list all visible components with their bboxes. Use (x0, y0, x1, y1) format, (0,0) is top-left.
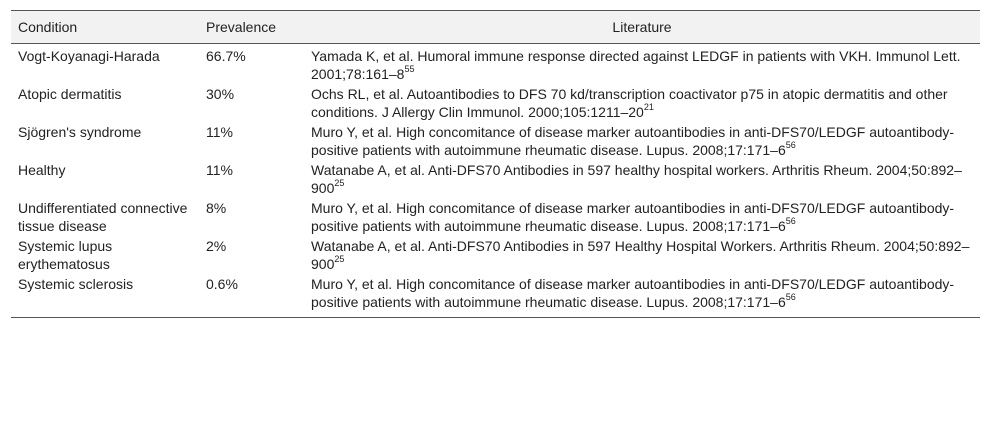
cell-prevalence: 30% (206, 86, 235, 102)
literature-text: Muro Y, et al. High concomitance of disease marker autoantibodies in anti-DFS70/LEDGF autoantibody-positive patients with autoimmune rheumatic disease. Lupus. 2008;17:171–6 (311, 276, 955, 310)
cell-condition: Systemic lupus erythematosus (18, 238, 113, 272)
cell-prevalence: 2% (206, 238, 227, 254)
reference-number[interactable]: 56 (785, 216, 796, 227)
header-row (11, 11, 980, 44)
literature-text: Ochs RL, et al. Autoantibodies to DFS 70 kd/transcription coactivator p75 in atopic dermatitis and other conditions. J Allergy Clin Immunol. 2000;105:1211–20 (311, 86, 948, 120)
table-row (11, 198, 980, 236)
literature-text: Muro Y, et al. High concomitance of disease marker autoantibodies in anti-DFS70/LEDGF autoantibody-positive patients with autoimmune rheumatic disease. Lupus. 2008;17:171–6 (311, 200, 955, 234)
cell-prevalence: 0.6% (199, 274, 304, 318)
table-row (11, 274, 980, 318)
prevalence-table (11, 10, 980, 318)
cell-prevalence: 11% (206, 162, 233, 178)
reference-number[interactable]: 25 (334, 178, 345, 189)
reference-number[interactable]: 21 (643, 102, 654, 113)
cell-literature (304, 274, 980, 318)
cell-condition: Atopic dermatitis (18, 86, 122, 102)
cell-prevalence: 11% (206, 124, 233, 140)
table-container (11, 10, 980, 318)
table-row (11, 236, 980, 274)
cell-literature (304, 236, 980, 274)
header-condition: Condition (11, 11, 199, 44)
literature-text: Watanabe A, et al. Anti-DFS70 Antibodies in 597 healthy hospital workers. Arthritis Rheum. 2004;50:892–900 (311, 162, 962, 196)
literature-text: Watanabe A, et al. Anti-DFS70 Antibodies in 597 Healthy Hospital Workers. Arthritis Rheum. 2004;50:892–900 (311, 238, 970, 272)
reference-number[interactable]: 25 (334, 254, 345, 265)
literature-text: Muro Y, et al. High concomitance of disease marker autoantibodies in anti-DFS70/LEDGF autoantibody-positive patients with autoimmune rheumatic disease. Lupus. 2008;17:171–6 (311, 124, 955, 158)
cell-condition: Systemic sclerosis (11, 274, 199, 318)
table-row (11, 160, 980, 198)
cell-condition: Vogt-Koyanagi-Harada (18, 48, 160, 64)
table-header (11, 11, 980, 44)
cell-literature (304, 84, 980, 122)
reference-number[interactable]: 56 (785, 140, 796, 151)
cell-literature (304, 122, 980, 160)
table-row (11, 122, 980, 160)
literature-text: Yamada K, et al. Humoral immune response directed against LEDGF in patients with VKH. Immunol Lett. 2001;78:161–8 (311, 48, 961, 82)
table-row (11, 44, 980, 85)
reference-number[interactable]: 55 (404, 64, 415, 75)
reference-number[interactable]: 56 (785, 292, 796, 303)
table-row (11, 84, 980, 122)
header-prevalence: Prevalence (199, 11, 304, 44)
header-literature: Literature (304, 11, 980, 44)
cell-literature (304, 160, 980, 198)
cell-literature (304, 198, 980, 236)
cell-literature (304, 44, 980, 85)
cell-condition: Sjögren's syndrome (18, 124, 142, 140)
cell-prevalence: 66.7% (206, 48, 246, 64)
cell-condition: Undifferentiated connective tissue disease (18, 200, 188, 234)
table-body (11, 44, 980, 318)
cell-condition: Healthy (18, 162, 66, 178)
cell-prevalence: 8% (206, 200, 227, 216)
